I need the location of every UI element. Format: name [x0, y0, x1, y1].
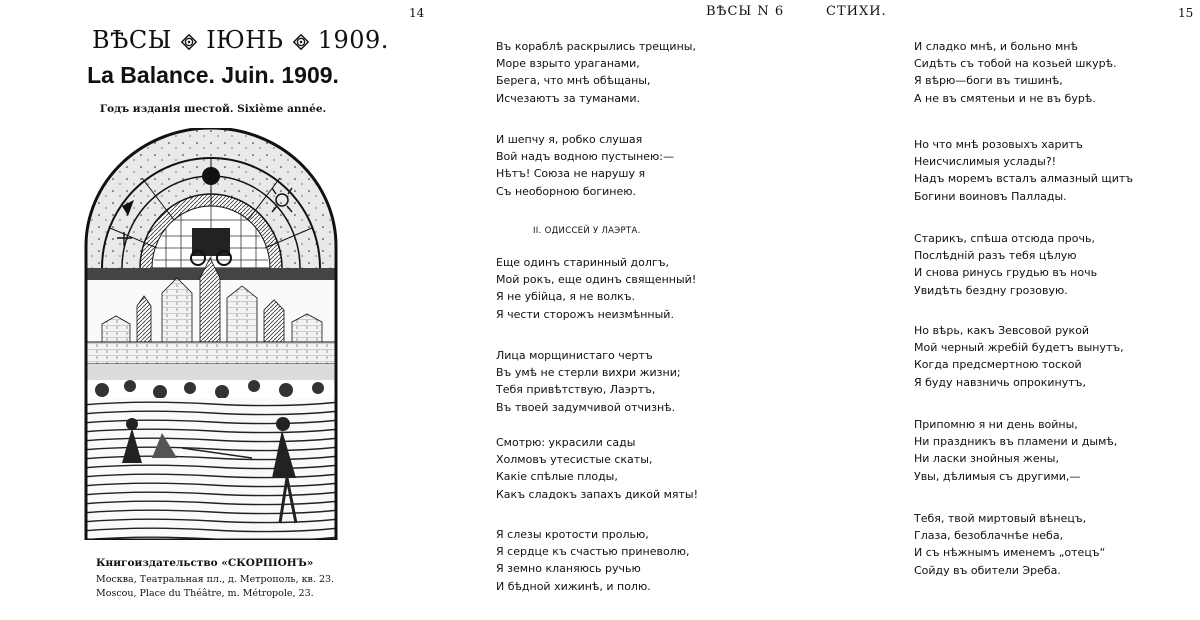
poem-column-center-top [496, 38, 696, 107]
poem-line: Мой черный жребій будетъ вынутъ, [914, 341, 1124, 355]
journal-title-month: ІЮНЬ [206, 26, 284, 54]
poem-line: Ни праздникъ въ пламени и дымѣ, [914, 435, 1118, 449]
journal-title-name: ВѢСЫ [92, 26, 172, 54]
poem-line: Въ твоей задумчивой отчизнѣ. [496, 400, 676, 414]
poem-stanza [496, 38, 696, 107]
poem-line: Море взрыто ураганами, [496, 57, 640, 71]
poem-line: Берега, что мнѣ обѣщаны, [496, 74, 651, 88]
poem-stanza-r1 [914, 38, 1116, 107]
poem-line: Я вѣрю—боги въ тишинѣ, [914, 74, 1063, 88]
poem-line: Вой надъ водною пустынею:— [496, 150, 674, 164]
journal-title-french: La Balance. Juin. 1909. [87, 62, 339, 88]
poem-line: Смотрю: украсили сады [496, 436, 636, 449]
poem-line: И сладко мнѣ, и больно мнѣ [914, 40, 1078, 53]
poem-line: Я сердце къ счастью приневолю, [496, 545, 690, 559]
poem-line: Богини воиновъ Паллады. [914, 189, 1067, 203]
poem-line: Тебя, твой миртовый вѣнецъ, [914, 512, 1087, 525]
poem-line: Исчезаютъ за туманами. [496, 91, 640, 105]
poem-line: Нѣтъ! Союза не нарушу я [496, 167, 646, 181]
poem-section-title: II. ОДИССЕЙ У ЛАЭРТА. [533, 226, 641, 236]
poem-line: Въ умѣ не стерли вихри жизни; [496, 366, 681, 380]
poem-stanza-2 [496, 347, 681, 416]
poem-stanza-r3 [914, 230, 1097, 299]
poem-line: Въ кораблѣ раскрылись трещины, [496, 40, 696, 53]
poem-line: Увидѣть бездну грозовую. [914, 283, 1068, 297]
edition-line: Годъ изданія шестой. Sixième année. [99, 103, 327, 115]
page-number-left: 14 [409, 6, 425, 20]
poem-stanza-r5 [914, 416, 1117, 485]
poem-line: Я не убійца, я не волкъ. [496, 290, 636, 304]
running-header-section: СТИХИ. [826, 4, 887, 19]
poem-stanza-r6 [914, 510, 1105, 579]
spiral-ornament-icon [292, 33, 310, 51]
poem-line: Я чести сторожъ неизмѣнный. [496, 307, 674, 321]
publisher-address-fr: Moscou, Place du Théâtre, m. Métropole, 23. [96, 588, 314, 599]
poem-stanza-r4 [914, 322, 1124, 391]
poem-line: Я буду навзничь опрокинутъ, [914, 375, 1086, 389]
poem-line: Но вѣрь, какъ Зевсовой рукой [914, 324, 1090, 337]
poem-line: Сойду въ обители Эреба. [914, 563, 1061, 577]
poem-line: И съ нѣжнымъ именемъ „отецъ“ [914, 546, 1106, 560]
poem-line: И снова ринусь грудью въ ночь [914, 266, 1098, 280]
publisher-name: Книгоиздательство «СКОРПІОНЪ» [96, 557, 314, 569]
poem-line: И бѣдной хижинѣ, и полю. [496, 579, 651, 593]
spiral-ornament-icon [180, 33, 198, 51]
poem-line: Съ необорною богинею. [496, 184, 636, 198]
poem-line: Ни ласки знойныя жены, [914, 452, 1059, 466]
poem-line: Припомню я ни день войны, [914, 418, 1078, 431]
poem-line: Сидѣть съ тобой на козьей шкурѣ. [914, 57, 1117, 71]
poem-line: Еще одинъ старинный долгъ, [496, 256, 669, 269]
journal-title [92, 26, 389, 54]
poem-line: А не въ смятеньи и не въ бурѣ. [914, 91, 1096, 105]
poem-line: Какіе спѣлые плоды, [496, 470, 618, 484]
poem-stanza [496, 131, 674, 200]
poem-line: Глаза, безоблачнѣе неба, [914, 529, 1064, 543]
poem-column-center-top-2 [496, 131, 674, 200]
poem-stanza-3 [496, 434, 698, 503]
poem-stanza-r2 [914, 136, 1133, 205]
poem-line: Увы, дѣлимыя съ другими,— [914, 469, 1081, 483]
poem-line: Неисчислимыя услады?! [914, 155, 1057, 169]
poem-line: Когда предсмертною тоской [914, 358, 1082, 372]
running-header-journal: ВѢСЫ N 6 [706, 4, 785, 19]
poem-line: Надъ моремъ всталъ алмазный щитъ [914, 172, 1134, 186]
poem-line: Но что мнѣ розовыхъ харитъ [914, 138, 1083, 151]
poem-line: Холмовъ утесистые скаты, [496, 453, 653, 467]
journal-title-year: 1909. [317, 26, 389, 54]
publisher-address-ru: Москва, Театральная пл., д. Метрополь, кв. 23. [96, 574, 335, 585]
poem-stanza-1 [496, 254, 696, 323]
frontispiece-engraving [82, 128, 340, 540]
poem-line: Лица морщинистаго чертъ [496, 349, 653, 362]
page-number-right: 15 [1178, 6, 1194, 20]
poem-line: Тебя привѣтствую, Лаэртъ, [496, 383, 656, 397]
poem-line: Мой рокъ, еще одинъ священный! [496, 273, 697, 287]
poem-line: Послѣдній разъ тебя цѣлую [914, 249, 1077, 263]
poem-line: И шепчу я, робко слушая [496, 133, 643, 146]
poem-line: Какъ сладокъ запахъ дикой мяты! [496, 487, 699, 501]
poem-line: Я земно кланяюсь ручью [496, 562, 641, 576]
poem-stanza-4 [496, 526, 689, 595]
poem-line: Старикъ, спѣша отсюда прочь, [914, 232, 1095, 245]
poem-line: Я слезы кротости пролью, [496, 528, 649, 541]
